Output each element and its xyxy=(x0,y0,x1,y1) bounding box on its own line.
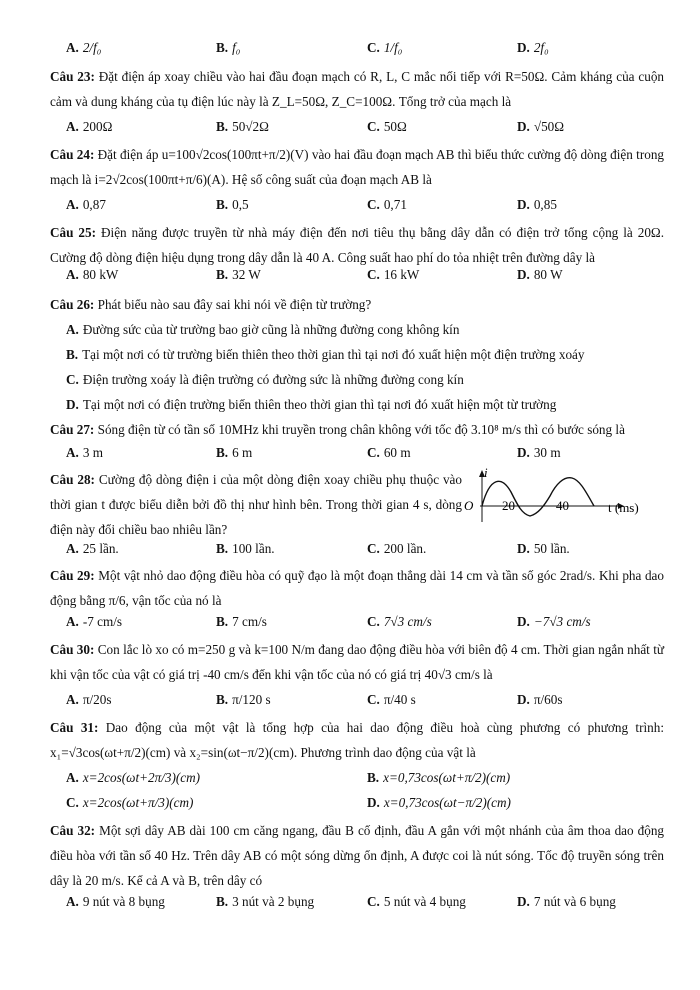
q29-options xyxy=(66,614,666,636)
i-axis-label: i xyxy=(484,466,488,480)
q26-statement-a[interactable]: A. Đường sức của từ trường bao giờ cũng là những đường cong không kín xyxy=(66,322,460,337)
q29-option-d[interactable]: D. −7√3 cm/s xyxy=(517,614,591,629)
q31-option-c[interactable]: C. x=2cos(ωt+π/3)(cm) xyxy=(66,795,194,810)
q24-options xyxy=(66,197,666,219)
q25-option-b[interactable]: B. 32 W xyxy=(216,267,261,282)
q27-option-c[interactable]: C. 60 m xyxy=(367,445,411,460)
q23-option-a[interactable]: A. 200Ω xyxy=(66,119,113,134)
q23-option-b[interactable]: B. 50√2Ω xyxy=(216,119,269,134)
q24-option-d[interactable]: D. 0,85 xyxy=(517,197,557,212)
q31-options-row1 xyxy=(66,770,666,792)
q25-option-d[interactable]: D. 80 W xyxy=(517,267,563,282)
q30-stem: Câu 30: Con lắc lò xo có m=250 g và k=100 N/m đang dao động điều hòa với biên độ 4 cm. Thời gian ngắn nhất từ khi vận tốc của vật có giá trị -40 cm/s đến khi vận tốc của nó có giá trị 40√3 cm/s là xyxy=(50,642,665,682)
q24-option-b[interactable]: B. 0,5 xyxy=(216,197,249,212)
q32-option-a[interactable]: A. 9 nút và 8 bụng xyxy=(66,894,165,909)
q29-option-b[interactable]: B. 7 cm/s xyxy=(216,614,267,629)
q22-option-d[interactable]: D. 2f₀ xyxy=(517,40,549,55)
q27-stem: Câu 27: Sóng điện từ có tần số 10MHz khi truyền trong chân không với tốc độ 3.10⁸ m/s thì có bước sóng là xyxy=(50,422,625,437)
q32-options xyxy=(66,894,666,916)
q29-option-a[interactable]: A. -7 cm/s xyxy=(66,614,123,629)
q25-option-c[interactable]: C. 16 kW xyxy=(367,267,420,282)
current-curve xyxy=(482,478,594,516)
tick-40: 40 xyxy=(556,498,569,513)
q32-stem: Câu 32: Một sợi dây AB dài 100 cm căng ngang, đầu B cố định, đầu A gắn với một nhánh của âm thoa dao động điều hòa với tần số 40 Hz. Trên dây AB có một sóng dừng ổn định, A được coi là nút sóng. Tốc độ truyền sóng trên dây là 20 m/s. Kể cả A và B, trên dây có xyxy=(50,823,665,888)
q29-option-c[interactable]: C. 7√3 cm/s xyxy=(367,614,432,629)
q28-option-b[interactable]: B. 100 lần. xyxy=(216,541,275,556)
q27-option-a[interactable]: A. 3 m xyxy=(66,445,103,460)
q24-stem: Câu 24: Đặt điện áp u=100√2cos(100πt+π/2)(V) vào hai đầu đoạn mạch AB thì biểu thức cường độ dòng điện trong mạch là i=2√2cos(100πt+π/6)(A). Hệ số công suất của đoạn mạch AB là xyxy=(50,147,665,187)
q22-option-b[interactable]: B. f₀ xyxy=(216,40,241,55)
q30-option-a[interactable]: A. π/20s xyxy=(66,692,112,707)
q24-option-a[interactable]: A. 0,87 xyxy=(66,197,106,212)
q25-stem: Câu 25: Điện năng được truyền từ nhà máy điện đến nơi tiêu thụ bằng dây dẫn có điện trở tổng cộng là 20Ω. Cường độ dòng điện hiệu dụng trong dây dẫn là 40 A. Công suất hao phí do tỏa nhiệt trên đường dây là xyxy=(50,225,665,265)
q26-statement-c[interactable]: C. Điện trường xoáy là điện trường có đường sức là những đường cong kín xyxy=(66,372,464,387)
q23-option-d[interactable]: D. √50Ω xyxy=(517,119,565,134)
q26-stem: Câu 26: Phát biểu nào sau đây sai khi nói về điện từ trường? xyxy=(50,297,372,312)
q32-option-d[interactable]: D. 7 nút và 6 bụng xyxy=(517,894,616,909)
q26-statement-d[interactable]: D. Tại một nơi có điện trường biến thiên theo thời gian thì tại nơi đó xuất hiện một từ trường xyxy=(66,397,557,412)
q25-options xyxy=(66,267,666,289)
q22-options xyxy=(66,40,666,62)
q30-option-b[interactable]: B. π/120 s xyxy=(216,692,271,707)
tick-20: 20 xyxy=(502,498,515,513)
q24-option-c[interactable]: C. 0,71 xyxy=(367,197,407,212)
q28-options xyxy=(66,541,666,563)
q23-option-c[interactable]: C. 50Ω xyxy=(367,119,407,134)
q27-options xyxy=(66,445,666,467)
q31-option-d[interactable]: D. x=0,73cos(ωt−π/2)(cm) xyxy=(367,795,511,810)
q31-stem: Câu 31: Dao động của một vật là tổng hợp của hai dao động điều hoà cùng phương có phương trình: x₁=√3cos(ωt+π/2)(cm) và x₂=sin(ωt−π/2)(cm). Phương trình dao động của vật là xyxy=(50,720,665,760)
q28-option-a[interactable]: A. 25 lần. xyxy=(66,541,119,556)
q28-option-d[interactable]: D. 50 lần. xyxy=(517,541,570,556)
q26-statement-b[interactable]: B. Tại một nơi có từ trường biến thiên theo thời gian thì tại nơi đó xuất hiện một điện trường xoáy xyxy=(66,347,585,362)
q30-options xyxy=(66,692,666,714)
q31-option-a[interactable]: A. x=2cos(ωt+2π/3)(cm) xyxy=(66,770,201,785)
q32-option-b[interactable]: B. 3 nút và 2 bụng xyxy=(216,894,315,909)
q30-option-d[interactable]: D. π/60s xyxy=(517,692,563,707)
q25-option-a[interactable]: A. 80 kW xyxy=(66,267,119,282)
q22-option-a[interactable]: A. 2/f₀ xyxy=(66,40,102,55)
q28-current-graph xyxy=(460,466,660,528)
q27-option-d[interactable]: D. 30 m xyxy=(517,445,561,460)
q31-options-row2 xyxy=(66,795,666,817)
q27-option-b[interactable]: B. 6 m xyxy=(216,445,253,460)
q28-stem: Câu 28: Cường độ dòng điện i của một dòng điện xoay chiều phụ thuộc vào thời gian t được biểu diễn bởi đồ thị như hình bên. Trong thời gian 4 s, dòng điện này đổi chiều bao nhiêu lần? xyxy=(50,472,463,537)
q29-stem: Câu 29: Một vật nhỏ dao động điều hòa có quỹ đạo là một đoạn thẳng dài 14 cm và tần số góc 2rad/s. Khi pha dao động bằng π/6, vận tốc của nó là xyxy=(50,568,665,608)
q31-option-b[interactable]: B. x=0,73cos(ωt+π/2)(cm) xyxy=(367,770,511,785)
q23-options xyxy=(66,119,666,141)
t-axis-label: t (ms) xyxy=(608,500,639,515)
origin-label: O xyxy=(464,498,474,513)
q32-option-c[interactable]: C. 5 nút và 4 bụng xyxy=(367,894,466,909)
q23-stem: Câu 23: Đặt điện áp xoay chiều vào hai đầu đoạn mạch có R, L, C mắc nối tiếp với R=50Ω. Cảm kháng của cuộn cảm và dung kháng của tụ điện lúc này là Z_L=50Ω, Z_C=100Ω. Tổng trở của mạch là xyxy=(50,69,665,109)
q28-option-c[interactable]: C. 200 lần. xyxy=(367,541,427,556)
q30-option-c[interactable]: C. π/40 s xyxy=(367,692,416,707)
q22-option-c[interactable]: C. 1/f₀ xyxy=(367,40,403,55)
